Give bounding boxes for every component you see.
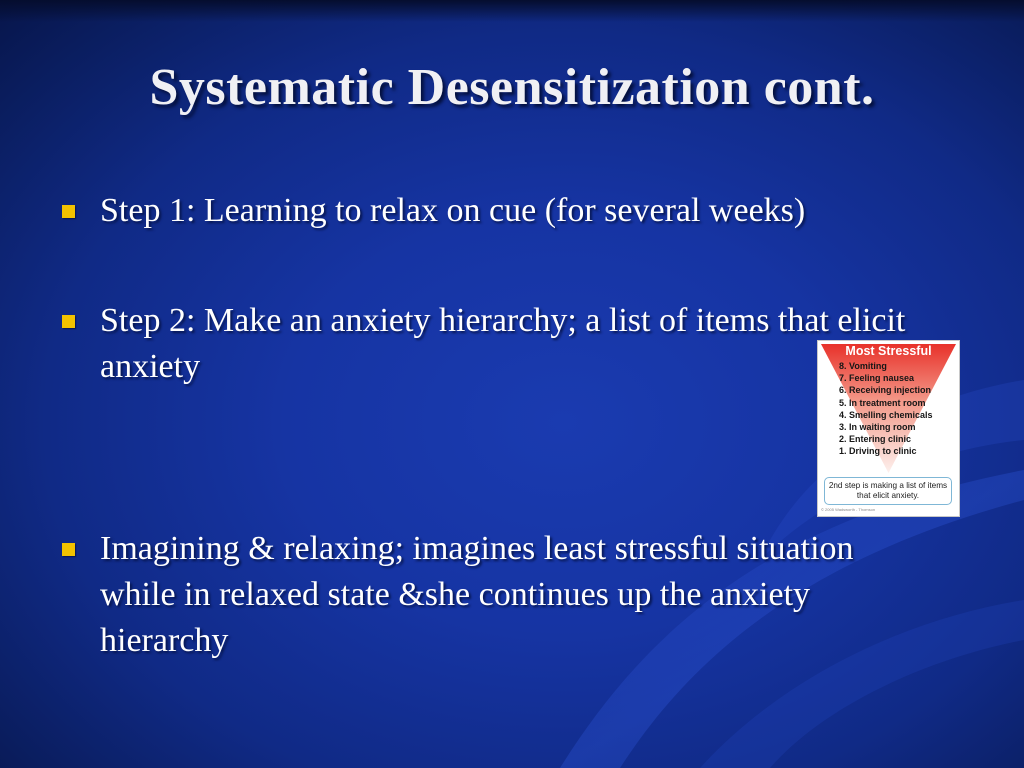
hierarchy-item: 4. Smelling chemicals — [839, 409, 933, 420]
hierarchy-item: 8. Vomiting — [839, 361, 887, 371]
figure-header: Most Stressful — [845, 344, 932, 358]
anxiety-hierarchy-figure — [818, 341, 959, 516]
bullet-item-imagining — [62, 526, 962, 666]
square-bullet-icon — [62, 205, 75, 218]
figure-credit: © 2005 Wadsworth - Thomson — [821, 507, 876, 512]
hierarchy-item: 7. Feeling nausea — [839, 373, 915, 384]
hierarchy-item: 2. Entering clinic — [839, 434, 912, 445]
slide-title: Systematic Desensitization cont. — [149, 59, 875, 116]
bullet-text: Step 1: Learning to relax on cue (for several weeks) — [100, 192, 806, 229]
hierarchy-item: 5. In treatment room — [839, 397, 926, 408]
hierarchy-item: 1. Driving to clinic — [839, 446, 917, 457]
square-bullet-icon — [62, 543, 75, 556]
hierarchy-list — [839, 360, 959, 458]
hierarchy-item: 6. Receiving injection — [839, 385, 932, 396]
bullet-item-step-1 — [62, 188, 962, 280]
hierarchy-item: 3. In waiting room — [839, 421, 916, 432]
bullet-text: Step 2: Make an anxiety hierarchy; a list of items that elicit anxiety — [100, 302, 906, 385]
figure-caption: 2nd step is making a list of items that elicit anxiety. — [824, 477, 952, 505]
square-bullet-icon — [62, 315, 75, 328]
bullet-text: Imagining & relaxing; imagines least stressful situation while in relaxed state &she continues up the anxiety hierarchy — [100, 530, 854, 659]
